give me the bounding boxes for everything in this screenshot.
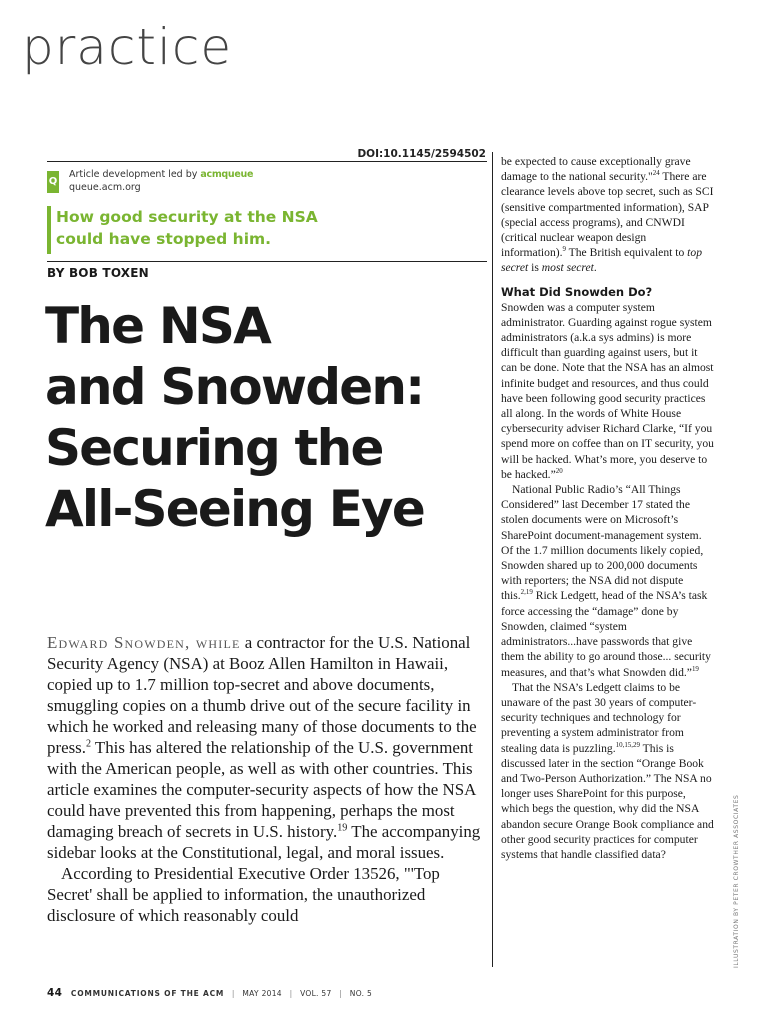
page-footer bbox=[47, 987, 372, 999]
title-line-2: and Snowden: bbox=[45, 358, 424, 416]
reference-marker: 2 bbox=[85, 738, 91, 750]
footer-separator: | bbox=[339, 989, 343, 998]
title-line-3: Securing the bbox=[45, 419, 383, 477]
column-paragraph-2 bbox=[501, 300, 714, 482]
section-label: practice bbox=[22, 18, 233, 76]
column-paragraph-3 bbox=[501, 482, 714, 680]
byline-rule bbox=[47, 261, 487, 262]
issue-date: MAY 2014 bbox=[242, 989, 282, 998]
lede-paragraph-2: According to Presidential Executive Order 13526, "'Top Secret' shall be applied to information, the unauthorized disclosure of which reasonably could bbox=[47, 864, 440, 925]
lede-text bbox=[47, 632, 487, 926]
article-deck bbox=[56, 206, 486, 250]
reference-marker: 24 bbox=[652, 169, 660, 178]
article-development-line: Article development led by bbox=[69, 169, 201, 180]
text-run: The British equivalent to bbox=[565, 246, 688, 260]
subhead: What Did Snowden Do? bbox=[501, 284, 653, 299]
article-development-note bbox=[47, 169, 487, 195]
lede-paragraph-1 bbox=[47, 632, 487, 863]
byline: BY BOB TOXEN bbox=[47, 266, 149, 280]
queue-url-link[interactable]: queue.acm.org bbox=[69, 181, 141, 193]
text-run: Snowden was a computer system administrator. Guarding against rogue system administrators (a.k.a sys admins) is more difficult than guarding against users, but it can be done. Note that the NSA has an almost infinite budget and resources, and thus could have been following good security practices all along. In the words of White House cybersecurity adviser Richard Clarke, “If you spend more on coffee than on IT security, you will be hacked. What’s more, you deserve to be hacked.” bbox=[501, 300, 714, 481]
text-run: be expected to cause exceptionally grave damage to the national security." bbox=[501, 155, 691, 184]
column-paragraph-1 bbox=[501, 154, 714, 276]
magazine-name: COMMUNICATIONS OF THE ACM bbox=[70, 989, 225, 998]
lead-in: Edward Snowden, while bbox=[47, 633, 241, 652]
text-run: is bbox=[528, 261, 542, 275]
lede-text-run: This has altered the relationship of the U.S. government with the American people, as well as with other countries. This article examines the computer-security aspects of how the NSA could have prevented this from happening, perhaps the most damaging breach of secrets in U.S. history. bbox=[47, 738, 476, 841]
text-run: National Public Radio’s “All Things Considered” last December 17 stated the stolen documents were on Microsoft’s SharePoint document-management system. Of the 1.7 million documents likely copied, Snowden shared up to 200,000 documents with reporters; the NSA did not dispute this. bbox=[501, 483, 704, 603]
deck-line-1: How good security at the NSA bbox=[56, 208, 318, 226]
text-run: . bbox=[593, 261, 597, 275]
text-run: This is discussed later in the section “Orange Book and Two-Person Authorization.” The NSA no longer uses SharePoint for this purpose, which begs the question, why did the NSA abandon secure Orange Book compliance and other good security practices for computer systems that handle classified data? bbox=[501, 741, 714, 861]
emphasis: most secret bbox=[541, 261, 594, 275]
lede-text-run: The accompanying sidebar looks at the Constitutional, legal, and moral issues. bbox=[47, 822, 481, 862]
column-rule bbox=[492, 152, 493, 967]
reference-marker: 10,15,29 bbox=[615, 740, 640, 749]
emphasis: top secret bbox=[501, 246, 702, 275]
footer-separator: | bbox=[231, 989, 235, 998]
acmqueue-logo: acmqueue bbox=[200, 169, 254, 180]
article-development-text bbox=[69, 169, 253, 194]
doi-label: DOI:10.1145/2594502 bbox=[357, 148, 486, 160]
reference-marker: 19 bbox=[337, 822, 348, 834]
footer-separator: | bbox=[289, 989, 293, 998]
deck-accent-bar bbox=[47, 206, 51, 254]
reference-marker: 20 bbox=[555, 467, 563, 475]
title-line-4: All-Seeing Eye bbox=[45, 480, 424, 538]
lede-text-run: a contractor for the U.S. National Security Agency (NSA) at Booz Allen Hamilton in Hawaii, copied up to 1.7 million top-secret and above documents, smuggling copies on a thumb drive out of the secure facility in which he worked and releasing many of those documents to the press. bbox=[47, 633, 477, 757]
issue-volume: VOL. 57 bbox=[300, 989, 332, 998]
top-rule bbox=[47, 161, 487, 162]
issue-number: NO. 5 bbox=[349, 989, 373, 998]
reference-marker: 2,19 bbox=[520, 588, 533, 597]
column-paragraph-4 bbox=[501, 680, 714, 862]
illustration-credit: ILLUSTRATION BY PETER CROWTHER ASSOCIATES bbox=[733, 794, 740, 968]
right-column-text bbox=[501, 154, 714, 862]
text-run: There are clearance levels above top secret, such as SCI (sensitive compartmented information), SAP (special access programs), and CNWDI (critical nuclear weapon design information). bbox=[501, 170, 714, 260]
article-title bbox=[45, 296, 495, 540]
deck-line-2: could have stopped him. bbox=[56, 230, 272, 248]
page-number: 44 bbox=[47, 987, 63, 999]
reference-marker: 9 bbox=[562, 245, 566, 254]
title-line-1: The NSA bbox=[45, 297, 270, 355]
reference-marker: 19 bbox=[691, 664, 699, 673]
queue-badge-icon: Q bbox=[47, 171, 59, 193]
text-run: Rick Ledgett, head of the NSA’s task force accessing the “damage” done by Snowden, claimed “system administrators...have passwords that give them the ability to go around those... security measures, and that’s what Snowden did.” bbox=[501, 589, 711, 679]
text-run: That the NSA’s Ledgett claims to be unaware of the past 30 years of computer-security techniques and technology for preventing a system administrator from stealing data is puzzling. bbox=[501, 680, 697, 755]
